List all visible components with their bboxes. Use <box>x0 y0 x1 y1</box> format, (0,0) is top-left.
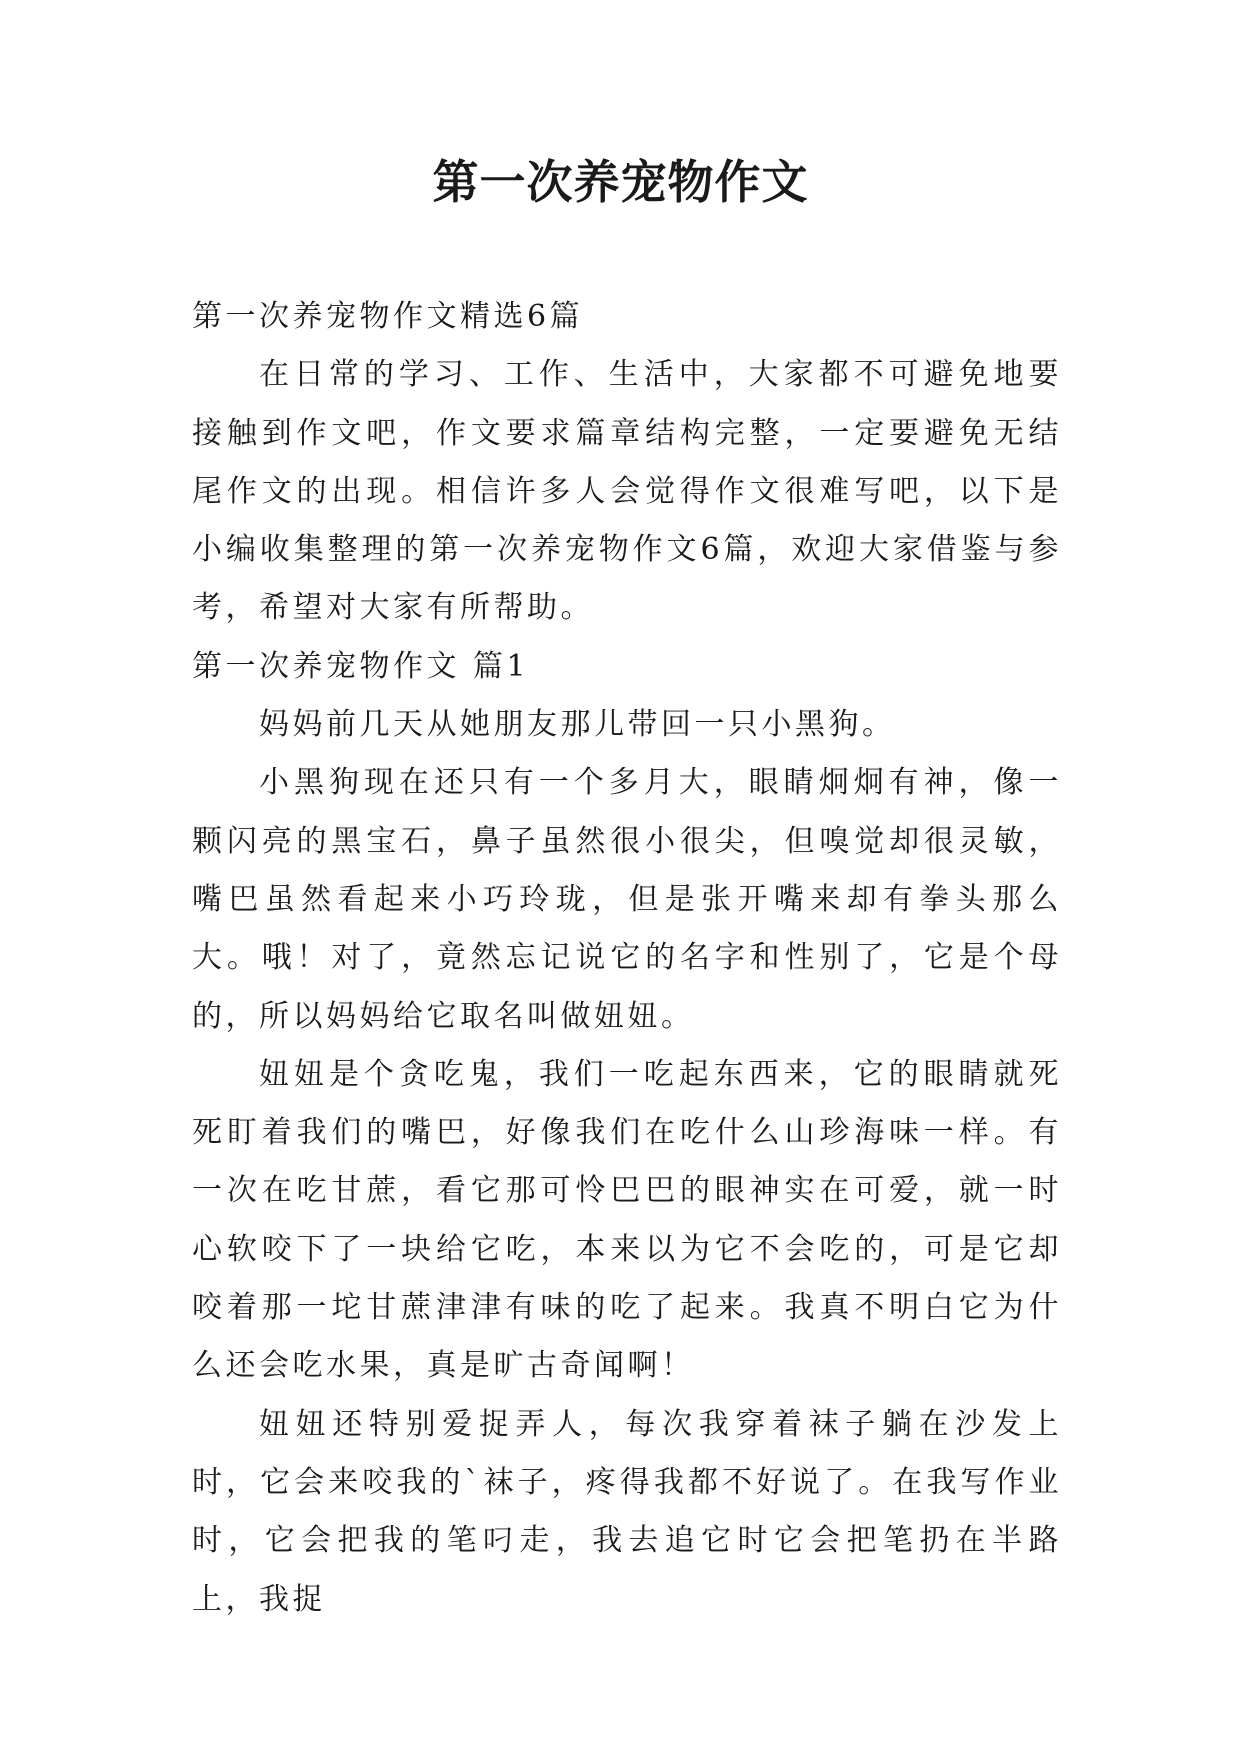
body-paragraph: 妈妈前几天从她朋友那儿带回一只小黑狗。 <box>259 707 896 743</box>
body-paragraph: 妞妞还特别爱捉弄人，每次我穿着袜子躺在沙发上时，它会来咬我的`袜子，疼得我都不好说了。在我写作业时，它会把我的笔叼走，我去追它时它会把笔扔在半路上，我捉 <box>192 1406 1062 1617</box>
intro-paragraph: 在日常的学习、工作、生活中，大家都不可避免地要接触到作文吧，作文要求篇章结构完整，一定要避免无结尾作文的出现。相信许多人会觉得作文很难写吧，以下是小编收集整理的第一次养宠物作文6篇，欢迎大家借鉴与参考，希望对大家有所帮助。 <box>192 357 1062 626</box>
section-heading: 第一次养宠物作文 篇1 <box>192 648 530 684</box>
body-paragraph: 妞妞是个贪吃鬼，我们一吃起东西来，它的眼睛就死死盯着我们的嘴巴，好像我们在吃什么山珍海味一样。有一次在吃甘蔗，看它那可怜巴巴的眼神实在可爱，就一时心软咬下了一块给它吃，本来以为它不会吃的，可是它却咬着那一坨甘蔗津津有味的吃了起来。我真不明白它为什么还会吃水果，真是旷古奇闻啊！ <box>192 1056 1062 1384</box>
document-body <box>192 288 1062 1629</box>
body-paragraph: 小黑狗现在还只有一个多月大，眼睛炯炯有神，像一颗闪亮的黑宝石，鼻子虽然很小很尖，但嗅觉却很灵敏，嘴巴虽然看起来小巧玲珑，但是张开嘴来却有拳头那么大。哦！对了，竟然忘记说它的名字和性别了，它是个母的，所以妈妈给它取名叫做妞妞。 <box>192 765 1062 1034</box>
document-title: 第一次养宠物作文 <box>432 155 809 209</box>
section-heading: 第一次养宠物作文精选6篇 <box>192 299 584 334</box>
